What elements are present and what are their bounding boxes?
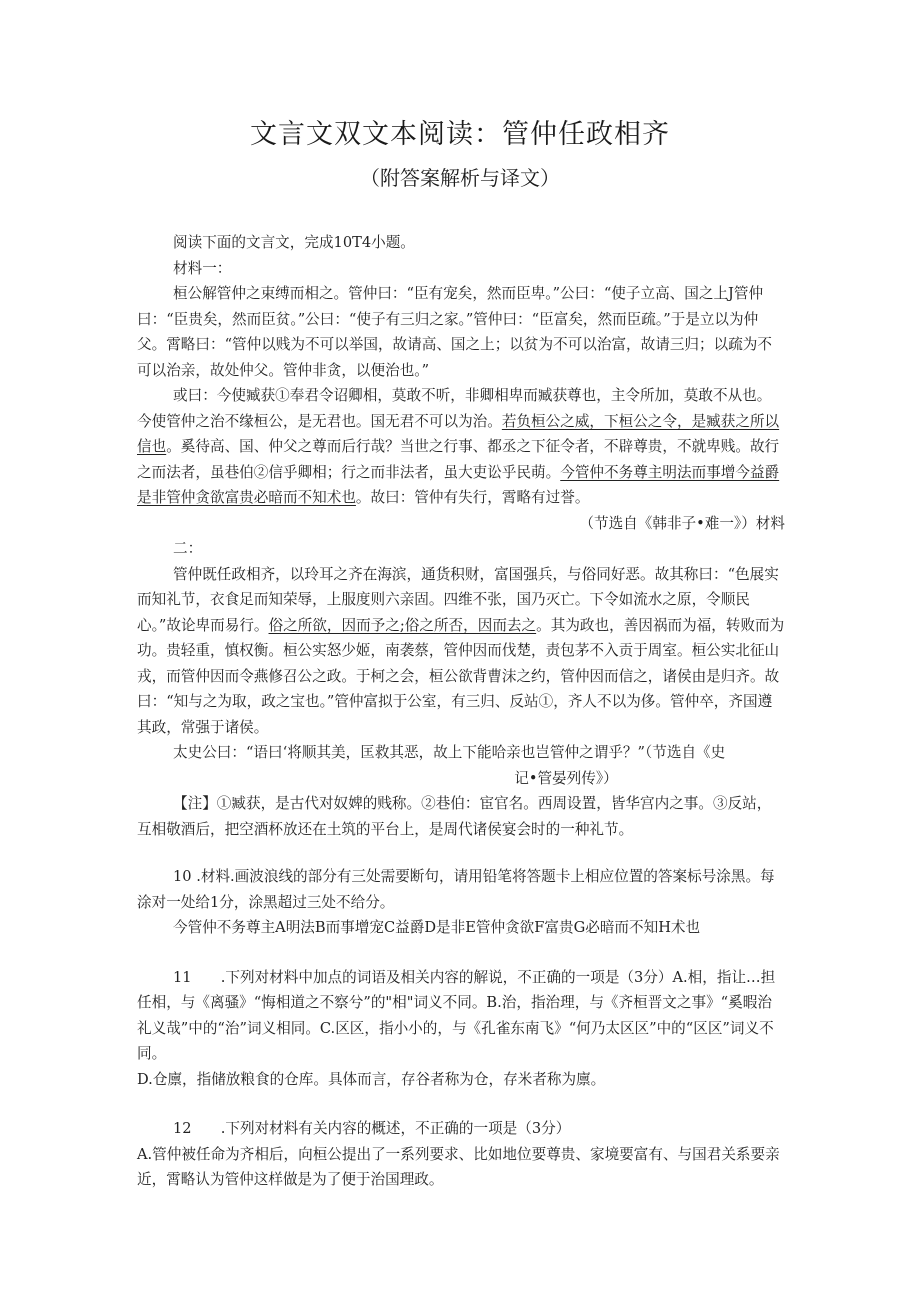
- question-11: 11 .下列对材料中加点的词语及相关内容的解说，不正确的一项是（3分）A.相，指让…担任相，与《离骚》“悔相道之不察兮”的"相"词义不同。B.治，指治理，与《齐桓晋文之事》“奚暇治礼义哉”中的“治”词义相同。C.区区，指小小的，与《孔雀东南飞》“何乃太区区”中的“区区”词义不同。: [137, 968, 776, 1062]
- document-subtitle: （附答案解析与译文）: [360, 166, 560, 190]
- material-two-paragraph-1: [137, 562, 785, 741]
- annotation-note: 【注】①臧获，是古代对奴婢的贱称。②巷伯：宦官名。西周设置，皆华宫内之事。③反站，互相敬酒后，把空酒杯放还在土筑的平台上，是周代诸侯宴会时的一种礼节。: [137, 795, 772, 838]
- intro-text: 阅读下面的文言文，完成10T4小题。: [173, 234, 415, 251]
- paragraph-text: 或曰：今使臧获①奉君令诏卿相，莫敢不听，非卿相卑而臧获尊也，主令所加，莫敢不从也。今使管仲之治不缘桓公，是无君也。国无君不可以为治。: [137, 387, 772, 430]
- material-one-paragraph-1: 桓公解管仲之束缚而相之。管仲曰：“臣有宠矣，然而臣卑。”公曰：“使子立高、国之上J管仲曰：“臣贵矣，然而臣贫。”公曰：“使子有三归之家。”管仲曰：“臣富矣，然而臣疏。”于是立以为仲父。霄略曰：“管仲以贱为不可以举国，故请高、国之上；以贫为不可以治富，故请三归；以疏为不可以治亲，故处仲父。管仲非贪，以便治也。”: [137, 285, 772, 379]
- paragraph-text: 。其为政也，善因祸而为福，转败而为功。贵轻重，慎权衡。桓公实怒少姬，南袭蔡，管仲因而伐楚，责包茅不入贡于周室。桓公实北征山戎，而管仲因而令燕修召公之政。于柯之会，桓公欲背曹沫之约，管仲因而信之，诸侯由是归齐。故曰：“知与之为取，政之宝也。”管仲富拟于公室，有三归、反站①，齐人不以为侈。管仲卒，齐国遵其政，常强于诸侯。: [137, 616, 785, 736]
- question-10: 10 .材料.画波浪线的部分有三处需要断句，请用铅笔将答题卡上相应位置的答案标号涂黑。每涂对一处给1分，涂黑超过三处不给分。: [137, 868, 775, 911]
- underlined-sentence-1: 若负桓公之威，下桓公之令，是臧获之所以信也: [137, 412, 780, 455]
- material-one-source: （节选自《韩非子•难一》）材料: [579, 514, 785, 532]
- underlined-sentence-2: 俗之所欲，因而予之;俗之所否，因而去之: [268, 616, 537, 634]
- material-two-label: 二：: [173, 540, 203, 557]
- question-12: 12 .下列对材料有关内容的概述，不正确的一项是（3分）: [173, 1120, 571, 1137]
- question-12-option-a: A.管仲被任命为齐相后，向桓公提出了一系列要求、比如地位要尊贵、家境要富有、与国君关系要亲近，霄略认为管仲这样做是为了便于治国理政。: [137, 1145, 780, 1188]
- document-title: 文言文双文本阅读：管仲任政相齐: [250, 119, 670, 150]
- material-two-paragraph-2: 太史公曰：“语曰‘将顺其美，匡救其恶，故上下能哈亲也岂管仲之谓乎？”（节选自《史: [173, 744, 726, 761]
- question-10-sentence: 今管仲不务尊主A明法B而事增宠C益爵D是非E管仲贪欲F富贵G必暗而不知H术也: [173, 919, 701, 936]
- material-one-paragraph-2: [137, 383, 785, 511]
- paragraph-text: 管仲既任政相齐，以玲耳之齐在海滨，通货积财，富国强兵，与俗同好恶。故其称曰：“色展实而知礼节，衣食足而知荣辱，上服度则六亲固。四维不张，国乃灭亡。下令如流水之原，令顺民心。”故论卑而易行。: [137, 565, 779, 634]
- wavy-underlined-sentence: 今管仲不务尊主明法而事增今益爵是非管仲贪欲富贵必暗而不知术也: [137, 463, 780, 506]
- material-two-source: 记•管晏列传》）: [514, 769, 618, 787]
- question-11-option-d: D.仓廪，指储放粮食的仓库。具体而言，存谷者称为仓，存米者称为廪。: [137, 1070, 606, 1088]
- document-body: [137, 230, 785, 1193]
- paragraph-text: 。故曰：管仲有失行，霄略有过誉。: [355, 489, 590, 506]
- material-one-label: 材料一：: [173, 259, 232, 277]
- paragraph-text: 。奚待高、国、仲父之尊而后行哉？当世之行事、都丞之下征令者，不辟尊贵，不就卑贱。故行之而法者，虽巷伯②信乎卿相；行之而非法者，虽大吏讼乎民萌。: [137, 438, 780, 481]
